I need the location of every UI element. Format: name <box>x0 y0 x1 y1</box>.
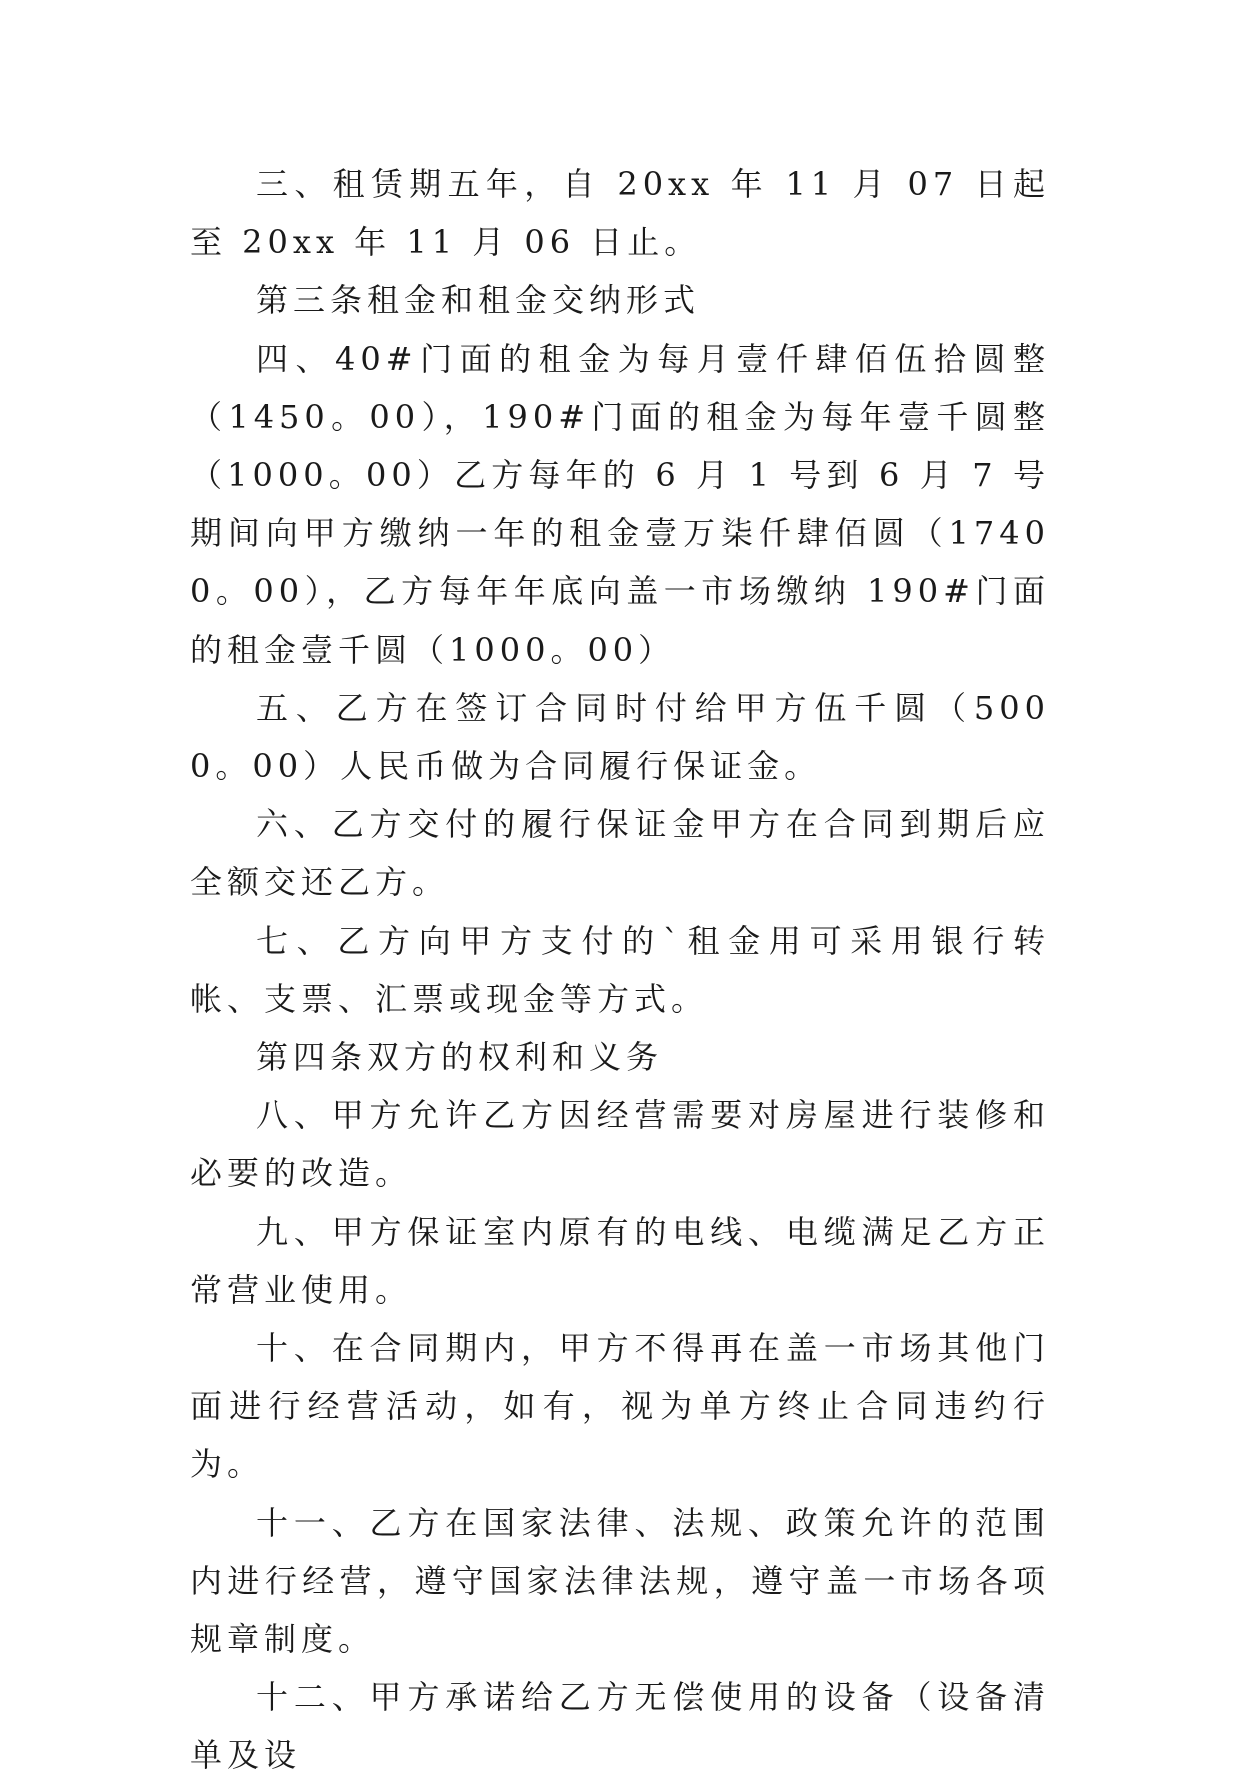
paragraph-rent-amount: 四、40#门面的租金为每月壹仟肆佰伍拾圆整（1450。00），190#门面的租金为每年壹千圆整（1000。00）乙方每年的 6 月 1 号到 6 月 7 号期间向甲方缴纳一年的租金壹万柒仟肆佰圆（17400。00），乙方每年年底向盖一市场缴纳 190#门面的租金壹千圆（1000。00） <box>190 339 1050 669</box>
paragraph-lease-term: 三、租赁期五年，自 20xx 年 11 月 07 日起至 20xx 年 11 月 06 日止。 <box>190 165 1050 262</box>
document-body <box>190 155 1050 1785</box>
paragraph-electrical: 九、甲方保证室内原有的电线、电缆满足乙方正常营业使用。 <box>190 1212 1050 1309</box>
paragraph-equipment: 十二、甲方承诺给乙方无偿使用的设备（设备清单及设 <box>190 1678 1050 1775</box>
section-heading-rights: 第四条双方的权利和义务 <box>256 1038 664 1077</box>
paragraph-deposit: 五、乙方在签订合同时付给甲方伍千圆（5000。00）人民币做为合同履行保证金。 <box>190 688 1050 786</box>
paragraph-renovation: 八、甲方允许乙方因经营需要对房屋进行装修和必要的改造。 <box>190 1096 1050 1193</box>
section-heading-rent: 第三条租金和租金交纳形式 <box>256 281 701 320</box>
paragraph-non-compete: 十、在合同期内，甲方不得再在盖一市场其他门面进行经营活动，如有，视为单方终止合同违约行为。 <box>190 1329 1050 1484</box>
paragraph-deposit-return: 六、乙方交付的履行保证金甲方在合同到期后应全额交还乙方。 <box>190 805 1050 902</box>
paragraph-compliance: 十一、乙方在国家法律、法规、政策允许的范围内进行经营，遵守国家法律法规，遵守盖一市场各项规章制度。 <box>190 1503 1050 1659</box>
paragraph-payment-methods: 七、乙方向甲方支付的`租金用可采用银行转帐、支票、汇票或现金等方式。 <box>190 921 1050 1018</box>
